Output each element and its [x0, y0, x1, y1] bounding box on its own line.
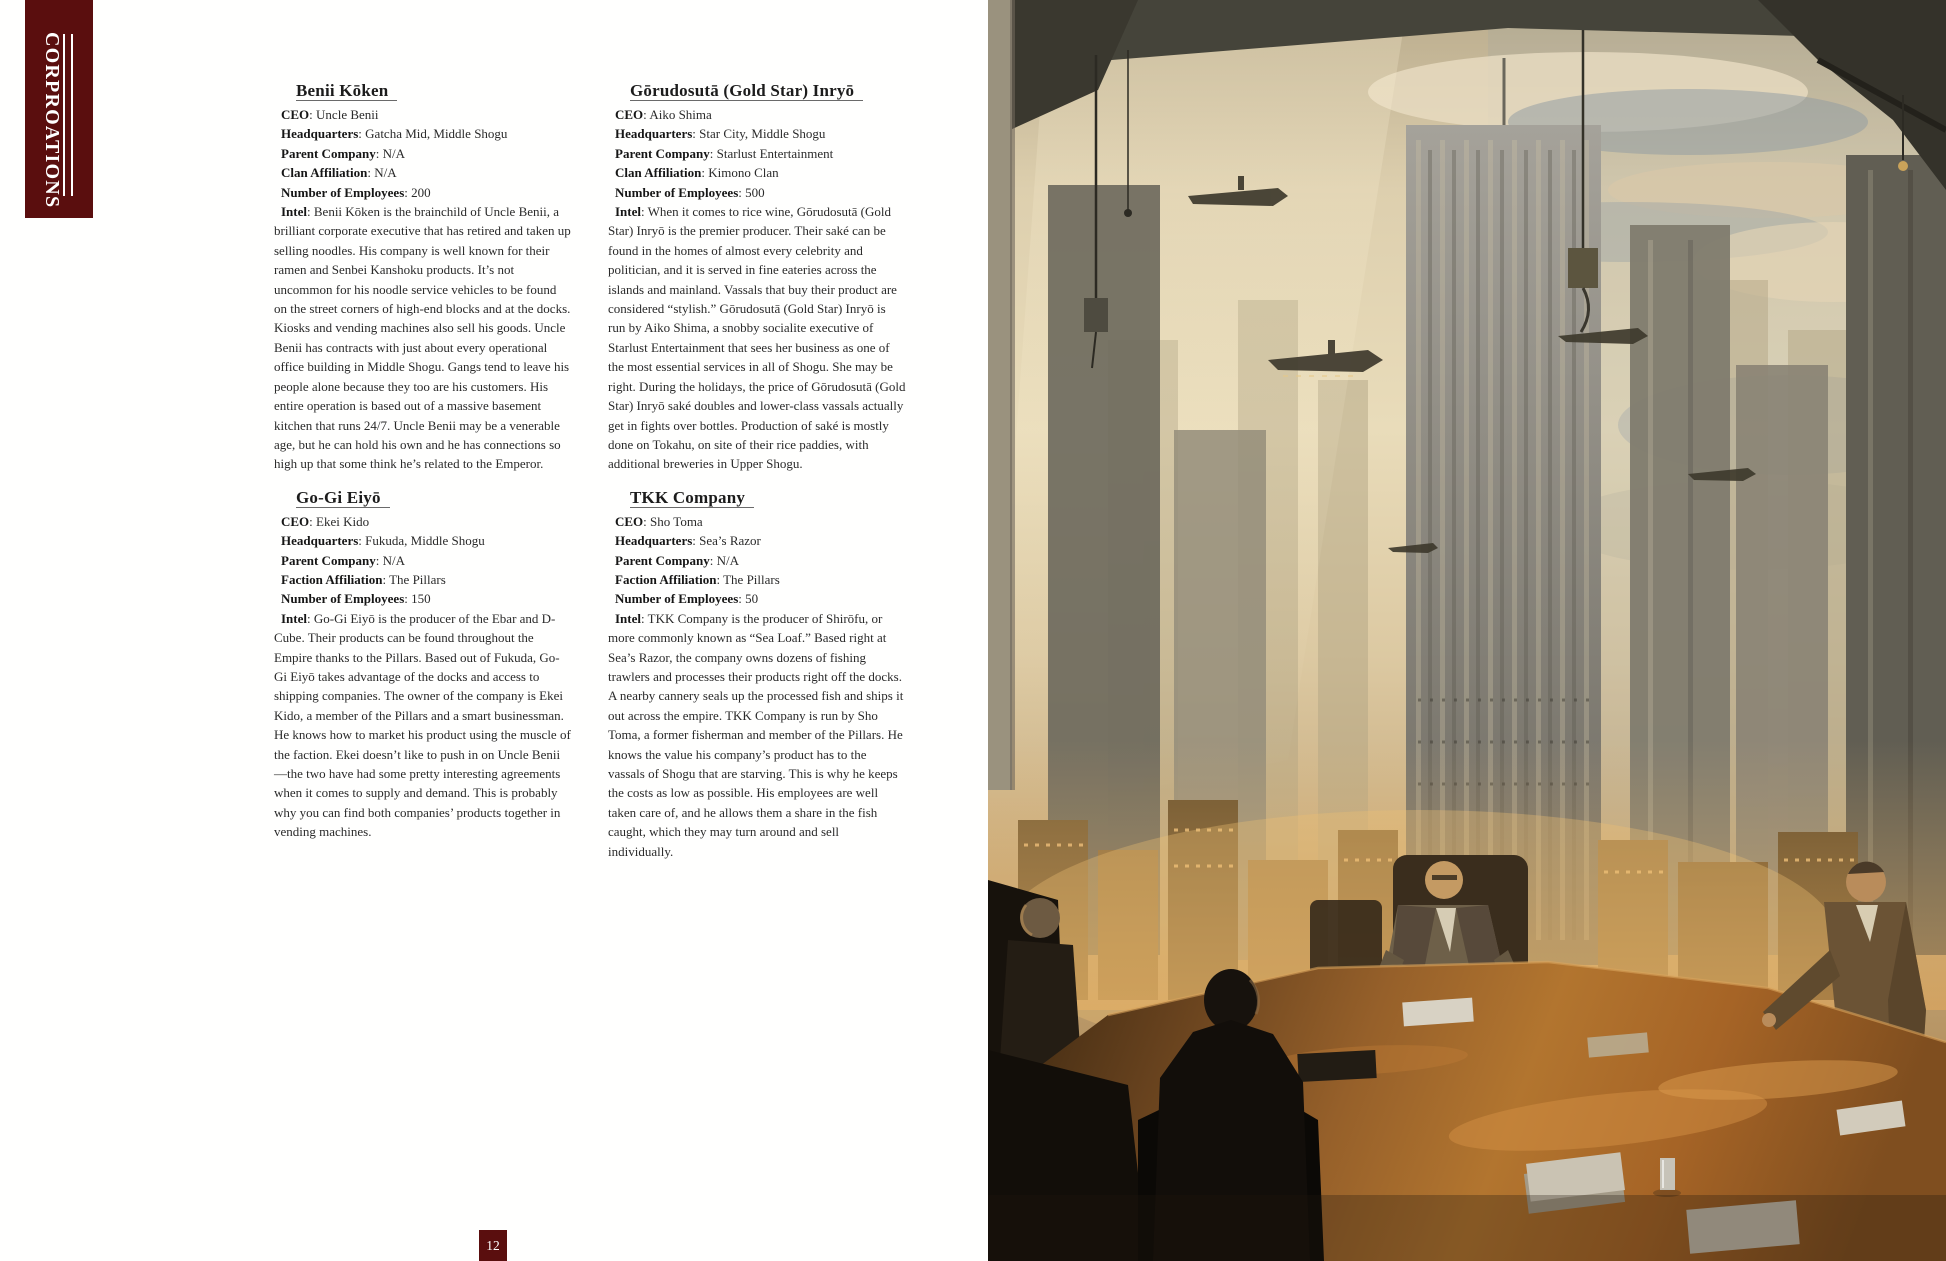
corp-field: Parent Company : N/A	[274, 551, 571, 570]
corp-field: Clan Affiliation : Kimono Clan	[608, 163, 906, 182]
corp-field: CEO : Ekei Kido	[274, 512, 571, 531]
corp-field: Headquarters : Star City, Middle Shogu	[608, 124, 906, 143]
corp-field: Number of Employees : 200	[274, 183, 571, 202]
chapter-tab-double-rule	[63, 34, 73, 196]
corp-title: Gōrudosutā (Gold Star) Inryō	[608, 80, 906, 101]
page-number-badge: 12	[479, 1230, 507, 1261]
corp-field: Number of Employees : 50	[608, 589, 906, 608]
corp-section-tkk-company	[608, 487, 906, 861]
corp-section-gorudosuta-inryo	[608, 80, 906, 474]
window-pillar	[988, 0, 1015, 790]
corp-field: Headquarters : Fukuda, Middle Shogu	[274, 531, 571, 550]
corp-field: Parent Company : N/A	[608, 551, 906, 570]
corp-field: Headquarters : Gatcha Mid, Middle Shogu	[274, 124, 571, 143]
corp-field: Number of Employees : 150	[274, 589, 571, 608]
boardroom-illustration	[988, 0, 1946, 1261]
corp-intel: Intel : TKK Company is the producer of Shirōfu, or more commonly known as “Sea Loaf.” Based right at Sea’s Razor, the company owns dozens of fishing trawlers and processes their products right off the docks. A nearby cannery seals up the processed fish and ships it out across the empire. TKK Company is run by Sho Toma, a former fisherman and member of the Pillars. He knows the value his company’s product has to the vassals of Shogu that are starving. This is why he keeps the costs as low as possible. His employees are well taken care of, and he allows them a share in the fish caught, which they may turn around and sell individually.	[608, 609, 906, 861]
corp-field: Faction Affiliation : The Pillars	[274, 570, 571, 589]
corp-field: Faction Affiliation : The Pillars	[608, 570, 906, 589]
corp-intel: Intel : Benii Kōken is the brainchild of Uncle Benii, a brilliant corporate executive that has retired and taken up selling noodles. His company is well known for their ramen and Senbei Kanshoku products. It’s not uncommon for his noodle service vehicles to be found on the street corners of high-end blocks and at the docks. Kiosks and vending machines also sell his goods. Uncle Benii has contracts with just about every operational office building in Middle Shogu. Gangs tend to leave his people alone because they too are his customers. His entire operation is based out of a massive basement kitchen that runs 24/7. Uncle Benii may be a venerable age, but he can hold his own and he has connections so high up that some think he’s related to the Emperor.	[274, 202, 571, 474]
corp-section-benii-koken	[274, 80, 571, 474]
corp-title: Go-Gi Eiyō	[274, 487, 571, 508]
chapter-side-tab	[25, 0, 93, 218]
corp-field: CEO : Uncle Benii	[274, 105, 571, 124]
corp-field: Clan Affiliation : N/A	[274, 163, 571, 182]
corp-field: CEO : Sho Toma	[608, 512, 906, 531]
corp-intel: Intel : Go-Gi Eiyō is the producer of the Ebar and D-Cube. Their products can be found throughout the Empire thanks to the Pillars. Based out of Fukuda, Go-Gi Eiyō takes advantage of the docks and access to shipping companies. The owner of the company is Ekei Kido, a member of the Pillars and a smart businessman. He knows how to market his product using the muscle of the faction. Ekei doesn’t like to push in on Uncle Benii—the two have had some pretty interesting agreements when it comes to supply and demand. This is probably why you can find both companies’ products together in vending machines.	[274, 609, 571, 842]
corp-field: Headquarters : Sea’s Razor	[608, 531, 906, 550]
corp-field: Parent Company : N/A	[274, 144, 571, 163]
corp-field: CEO : Aiko Shima	[608, 105, 906, 124]
corp-intel: Intel : When it comes to rice wine, Gōrudosutā (Gold Star) Inryō is the premier producer. Their saké can be found in the homes of almost every celebrity and politician, and it is served in fine eateries across the islands and mainland. Vassals that buy their product are considered “stylish.” Gōrudosutā (Gold Star) Inryō is run by Aiko Shima, a snobby socialite executive of Starlust Entertainment that sees her business as one of the most essential services in all of Shogu. She may be right. During the holidays, the price of Gōrudosutā (Gold Star) Inryō saké doubles and lower-class vassals actually get in fights over bottles. Production of saké is mostly done on Tokahu, on site of their rice paddies, with additional breweries in Upper Shogu.	[608, 202, 906, 474]
corporation-columns	[274, 80, 907, 861]
corp-field: Number of Employees : 500	[608, 183, 906, 202]
corp-title: Benii Kōken	[274, 80, 571, 101]
chapter-tab-label: CORPROATIONS	[41, 32, 63, 209]
corp-section-go-gi-eiyo	[274, 487, 571, 861]
corp-title: TKK Company	[608, 487, 906, 508]
bottom-vignette	[988, 1195, 1946, 1261]
corp-field: Parent Company : Starlust Entertainment	[608, 144, 906, 163]
